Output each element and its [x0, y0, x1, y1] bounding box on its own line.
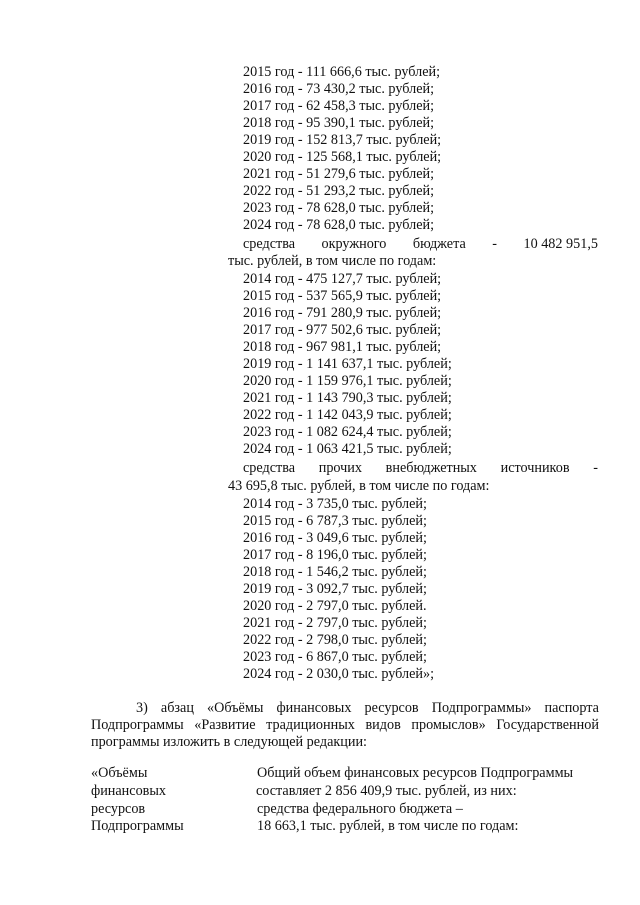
district-budget-heading-cont: тыс. рублей, в том числе по годам: — [228, 253, 437, 269]
list-item: 2018 год - 1 546,2 тыс. рублей; — [243, 564, 427, 580]
list-item: 2017 год - 8 196,0 тыс. рублей; — [243, 547, 427, 563]
list-item: 2021 год - 2 797,0 тыс. рублей; — [243, 615, 427, 631]
list-item: 2015 год - 6 787,3 тыс. рублей; — [243, 513, 427, 529]
list-item: 2019 год - 152 813,7 тыс. рублей; — [243, 132, 442, 148]
list-item: 2015 год - 537 565,9 тыс. рублей; — [243, 288, 442, 304]
extra-budget-heading: средства прочих внебюджетных источников - — [243, 460, 598, 476]
list-item: 2024 год - 2 030,0 тыс. рублей»; — [243, 666, 435, 682]
list-item: 2018 год - 95 390,1 тыс. рублей; — [243, 115, 435, 131]
list-item: 2021 год - 1 143 790,3 тыс. рублей; — [243, 390, 452, 406]
paragraph-line: 3) абзац «Объёмы финансовых ресурсов Подпрограммы» паспорта — [136, 700, 599, 716]
list-item: 2015 год - 111 666,6 тыс. рублей; — [243, 64, 441, 80]
table-right-column — [257, 765, 573, 836]
paragraph-line: Подпрограммы «Развитие традиционных видов промыслов» Государственной — [91, 717, 599, 734]
list-item: 2023 год - 6 867,0 тыс. рублей; — [243, 649, 427, 665]
list-item: 2020 год - 1 159 976,1 тыс. рублей; — [243, 373, 452, 389]
list-item: 2016 год - 73 430,2 тыс. рублей; — [243, 81, 435, 97]
table-cell: 18 663,1 тыс. рублей, в том числе по годам: — [257, 818, 519, 835]
list-item: 2016 год - 791 280,9 тыс. рублей; — [243, 305, 442, 321]
extra-budget-heading-cont: 43 695,8 тыс. рублей, в том числе по годам: — [228, 478, 490, 494]
list-item: 2022 год - 1 142 043,9 тыс. рублей; — [243, 407, 452, 423]
amendment-paragraph — [91, 700, 599, 752]
table-cell: ресурсов — [91, 800, 146, 817]
list-item: 2021 год - 51 279,6 тыс. рублей; — [243, 166, 435, 182]
list-item: 2024 год - 78 628,0 тыс. рублей; — [243, 217, 435, 233]
list-item: 2014 год - 475 127,7 тыс. рублей; — [243, 271, 442, 287]
list-item: 2023 год - 1 082 624,4 тыс. рублей; — [243, 424, 452, 440]
table-left-column — [91, 765, 184, 836]
table-cell: Подпрограммы — [91, 818, 184, 835]
list-item: 2018 год - 967 981,1 тыс. рублей; — [243, 339, 442, 355]
table-cell: составляет 2 856 409,9 тыс. рублей, из них: — [256, 782, 517, 799]
table-cell: Общий объем финансовых ресурсов Подпрограммы — [257, 765, 574, 781]
table-cell: средства федерального бюджета – — [257, 800, 463, 817]
list-item: 2014 год - 3 735,0 тыс. рублей; — [243, 496, 427, 512]
list-item: 2020 год - 2 797,0 тыс. рублей. — [243, 598, 427, 614]
paragraph-line: программы изложить в следующей редакции: — [91, 734, 367, 751]
list-item: 2020 год - 125 568,1 тыс. рублей; — [243, 149, 442, 165]
list-item: 2019 год - 1 141 637,1 тыс. рублей; — [243, 356, 452, 372]
district-budget-heading: средства окружного бюджета - 10 482 951,5 — [243, 236, 598, 252]
list-item: 2019 год - 3 092,7 тыс. рублей; — [243, 581, 427, 597]
table-cell: «Объёмы — [91, 765, 148, 781]
list-item: 2017 год - 62 458,3 тыс. рублей; — [243, 98, 435, 114]
list-item: 2022 год - 51 293,2 тыс. рублей; — [243, 183, 435, 199]
list-item: 2023 год - 78 628,0 тыс. рублей; — [243, 200, 435, 216]
table-cell: финансовых — [91, 782, 166, 799]
list-item: 2022 год - 2 798,0 тыс. рублей; — [243, 632, 427, 648]
list-item: 2017 год - 977 502,6 тыс. рублей; — [243, 322, 442, 338]
list-item: 2024 год - 1 063 421,5 тыс. рублей; — [243, 441, 452, 457]
list-item: 2016 год - 3 049,6 тыс. рублей; — [243, 530, 427, 546]
